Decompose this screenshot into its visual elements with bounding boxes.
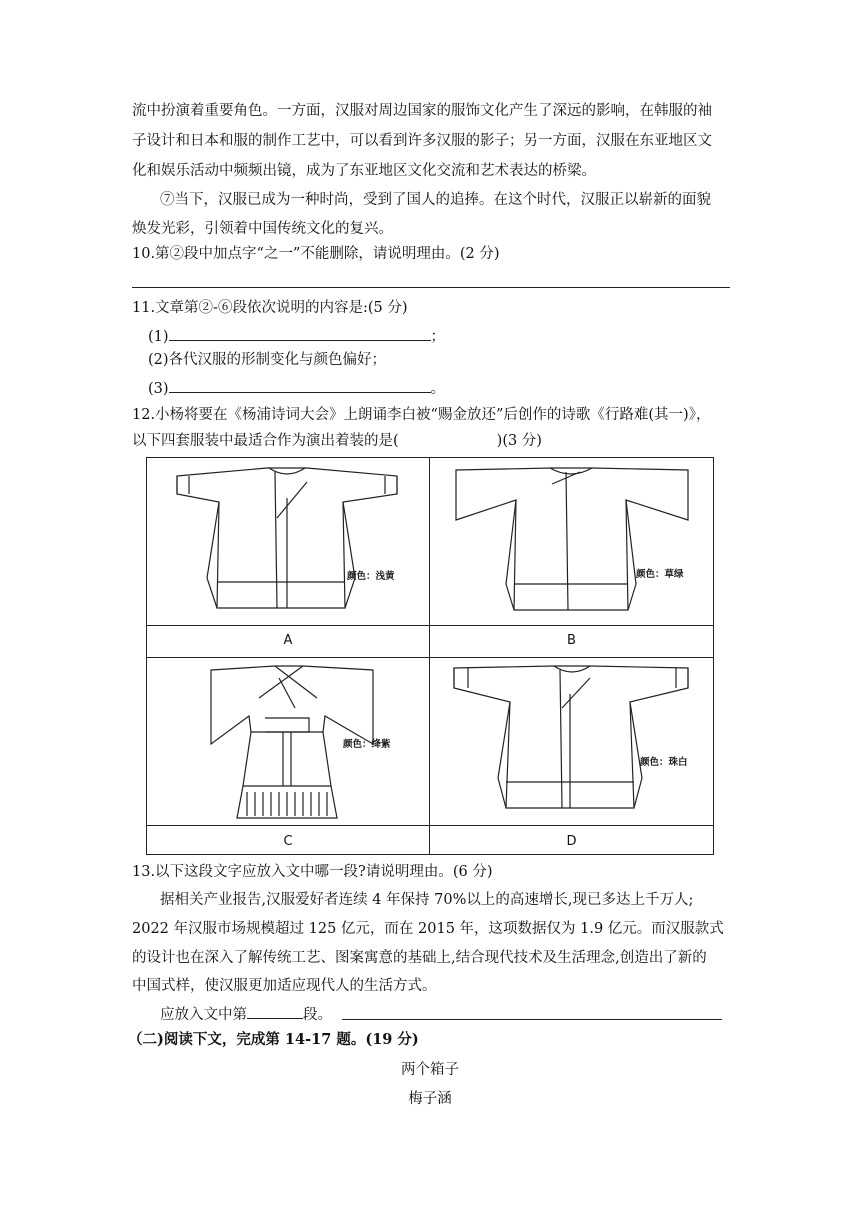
- question-12-line-2: [132, 431, 542, 451]
- garment-a-letter: A: [283, 633, 293, 648]
- question-11: 11.文章第②-⑥段依次说明的内容是:(5 分): [132, 300, 408, 316]
- q11-answer-3: [148, 376, 445, 399]
- garment-c-letter: C: [283, 834, 293, 849]
- robe-a-drawing: [147, 458, 429, 625]
- q12-points: )(3 分): [496, 433, 542, 449]
- paragraph-6-line-2: 子设计和日本和服的制作工艺中，可以看到许多汉服的影子；另一方面，汉服在东亚地区文: [132, 133, 712, 149]
- q11-answer-3-end: 。: [430, 381, 446, 397]
- article-author: 梅子涵: [408, 1091, 452, 1107]
- q13-passage-line-3: 的设计也在深入了解传统工艺、图案寓意的基础上,结合现代技术及生活理念,创造出了新的: [132, 950, 707, 966]
- garment-b-letter: B: [567, 633, 576, 648]
- q13-answer-prefix: 应放入文中第: [160, 1007, 247, 1023]
- q11-answer-3-blank[interactable]: [169, 376, 431, 393]
- robe-d-drawing: [430, 658, 713, 825]
- garment-options-grid: [146, 457, 714, 855]
- paragraph-7-line-1: ⑦当下，汉服已成为一种时尚，受到了国人的追捧。在这个时代，汉服正以崭新的面貌: [160, 192, 711, 208]
- paragraph-7-line-2: 焕发光彩，引领着中国传统文化的复兴。: [132, 221, 393, 237]
- question-13: 13.以下这段文字应放入文中哪一段?请说明理由。(6 分): [132, 864, 493, 880]
- robe-b-drawing: [430, 458, 713, 625]
- garment-option-d[interactable]: [430, 658, 713, 825]
- q13-answer-row: [160, 1002, 332, 1025]
- garment-d-letter: D: [566, 834, 577, 849]
- garment-option-c[interactable]: [147, 658, 429, 825]
- q13-passage-line-4: 中国式样，使汉服更加适应现代人的生活方式。: [132, 978, 437, 994]
- q11-answer-1-end: ；: [430, 329, 446, 345]
- article-title: 两个箱子: [401, 1062, 459, 1078]
- q11-answer-1: [148, 324, 445, 347]
- section-2-heading: （二)阅读下文，完成第 14-17 题。(19 分): [128, 1031, 419, 1048]
- garment-d-color: 颜色：珠白: [640, 757, 688, 768]
- garment-a-color: 颜色：浅黄: [347, 571, 395, 582]
- question-10: 10.第②段中加点字“之一”不能删除，请说明理由。(2 分): [132, 246, 500, 262]
- garment-b-color: 颜色：草绿: [636, 569, 684, 580]
- garment-option-b[interactable]: [430, 458, 713, 625]
- answer-line-q10[interactable]: [132, 287, 730, 288]
- q12-text: 以下四套服装中最适合作为演出着装的是(: [132, 433, 399, 449]
- q13-passage-line-1: 据相关产业报告,汉服爱好者连续 4 年保持 70%以上的高速增长,现已多达上千万人;: [160, 892, 694, 908]
- paragraph-6-line-3: 化和娱乐活动中频频出镜，成为了东亚地区文化交流和艺术表达的桥梁。: [132, 163, 596, 179]
- q11-answer-1-blank[interactable]: [169, 324, 431, 341]
- garment-c-color: 颜色：绛紫: [343, 739, 391, 750]
- garment-option-a[interactable]: [147, 458, 429, 625]
- q13-reason-line[interactable]: [342, 1019, 722, 1020]
- q13-passage-line-2: 2022 年汉服市场规模超过 125 亿元，而在 2015 年，这项数据仅为 1.9 亿元。而汉服款式: [132, 921, 724, 937]
- paragraph-6-line-1: 流中扮演着重要角色。一方面，汉服对周边国家的服饰文化产生了深远的影响，在韩服的袖: [132, 103, 712, 119]
- q13-paragraph-blank[interactable]: [247, 1002, 303, 1019]
- q11-answer-3-label: (3): [148, 381, 169, 397]
- question-12-line-1: 12.小杨将要在《杨浦诗词大会》上朗诵李白被“赐金放还”后创作的诗歌《行路难(其一)》，: [132, 407, 711, 423]
- q13-answer-suffix: 段。: [303, 1007, 332, 1023]
- q11-answer-2: (2)各代汉服的形制变化与颜色偏好；: [148, 352, 387, 368]
- q11-answer-1-label: (1): [148, 329, 169, 345]
